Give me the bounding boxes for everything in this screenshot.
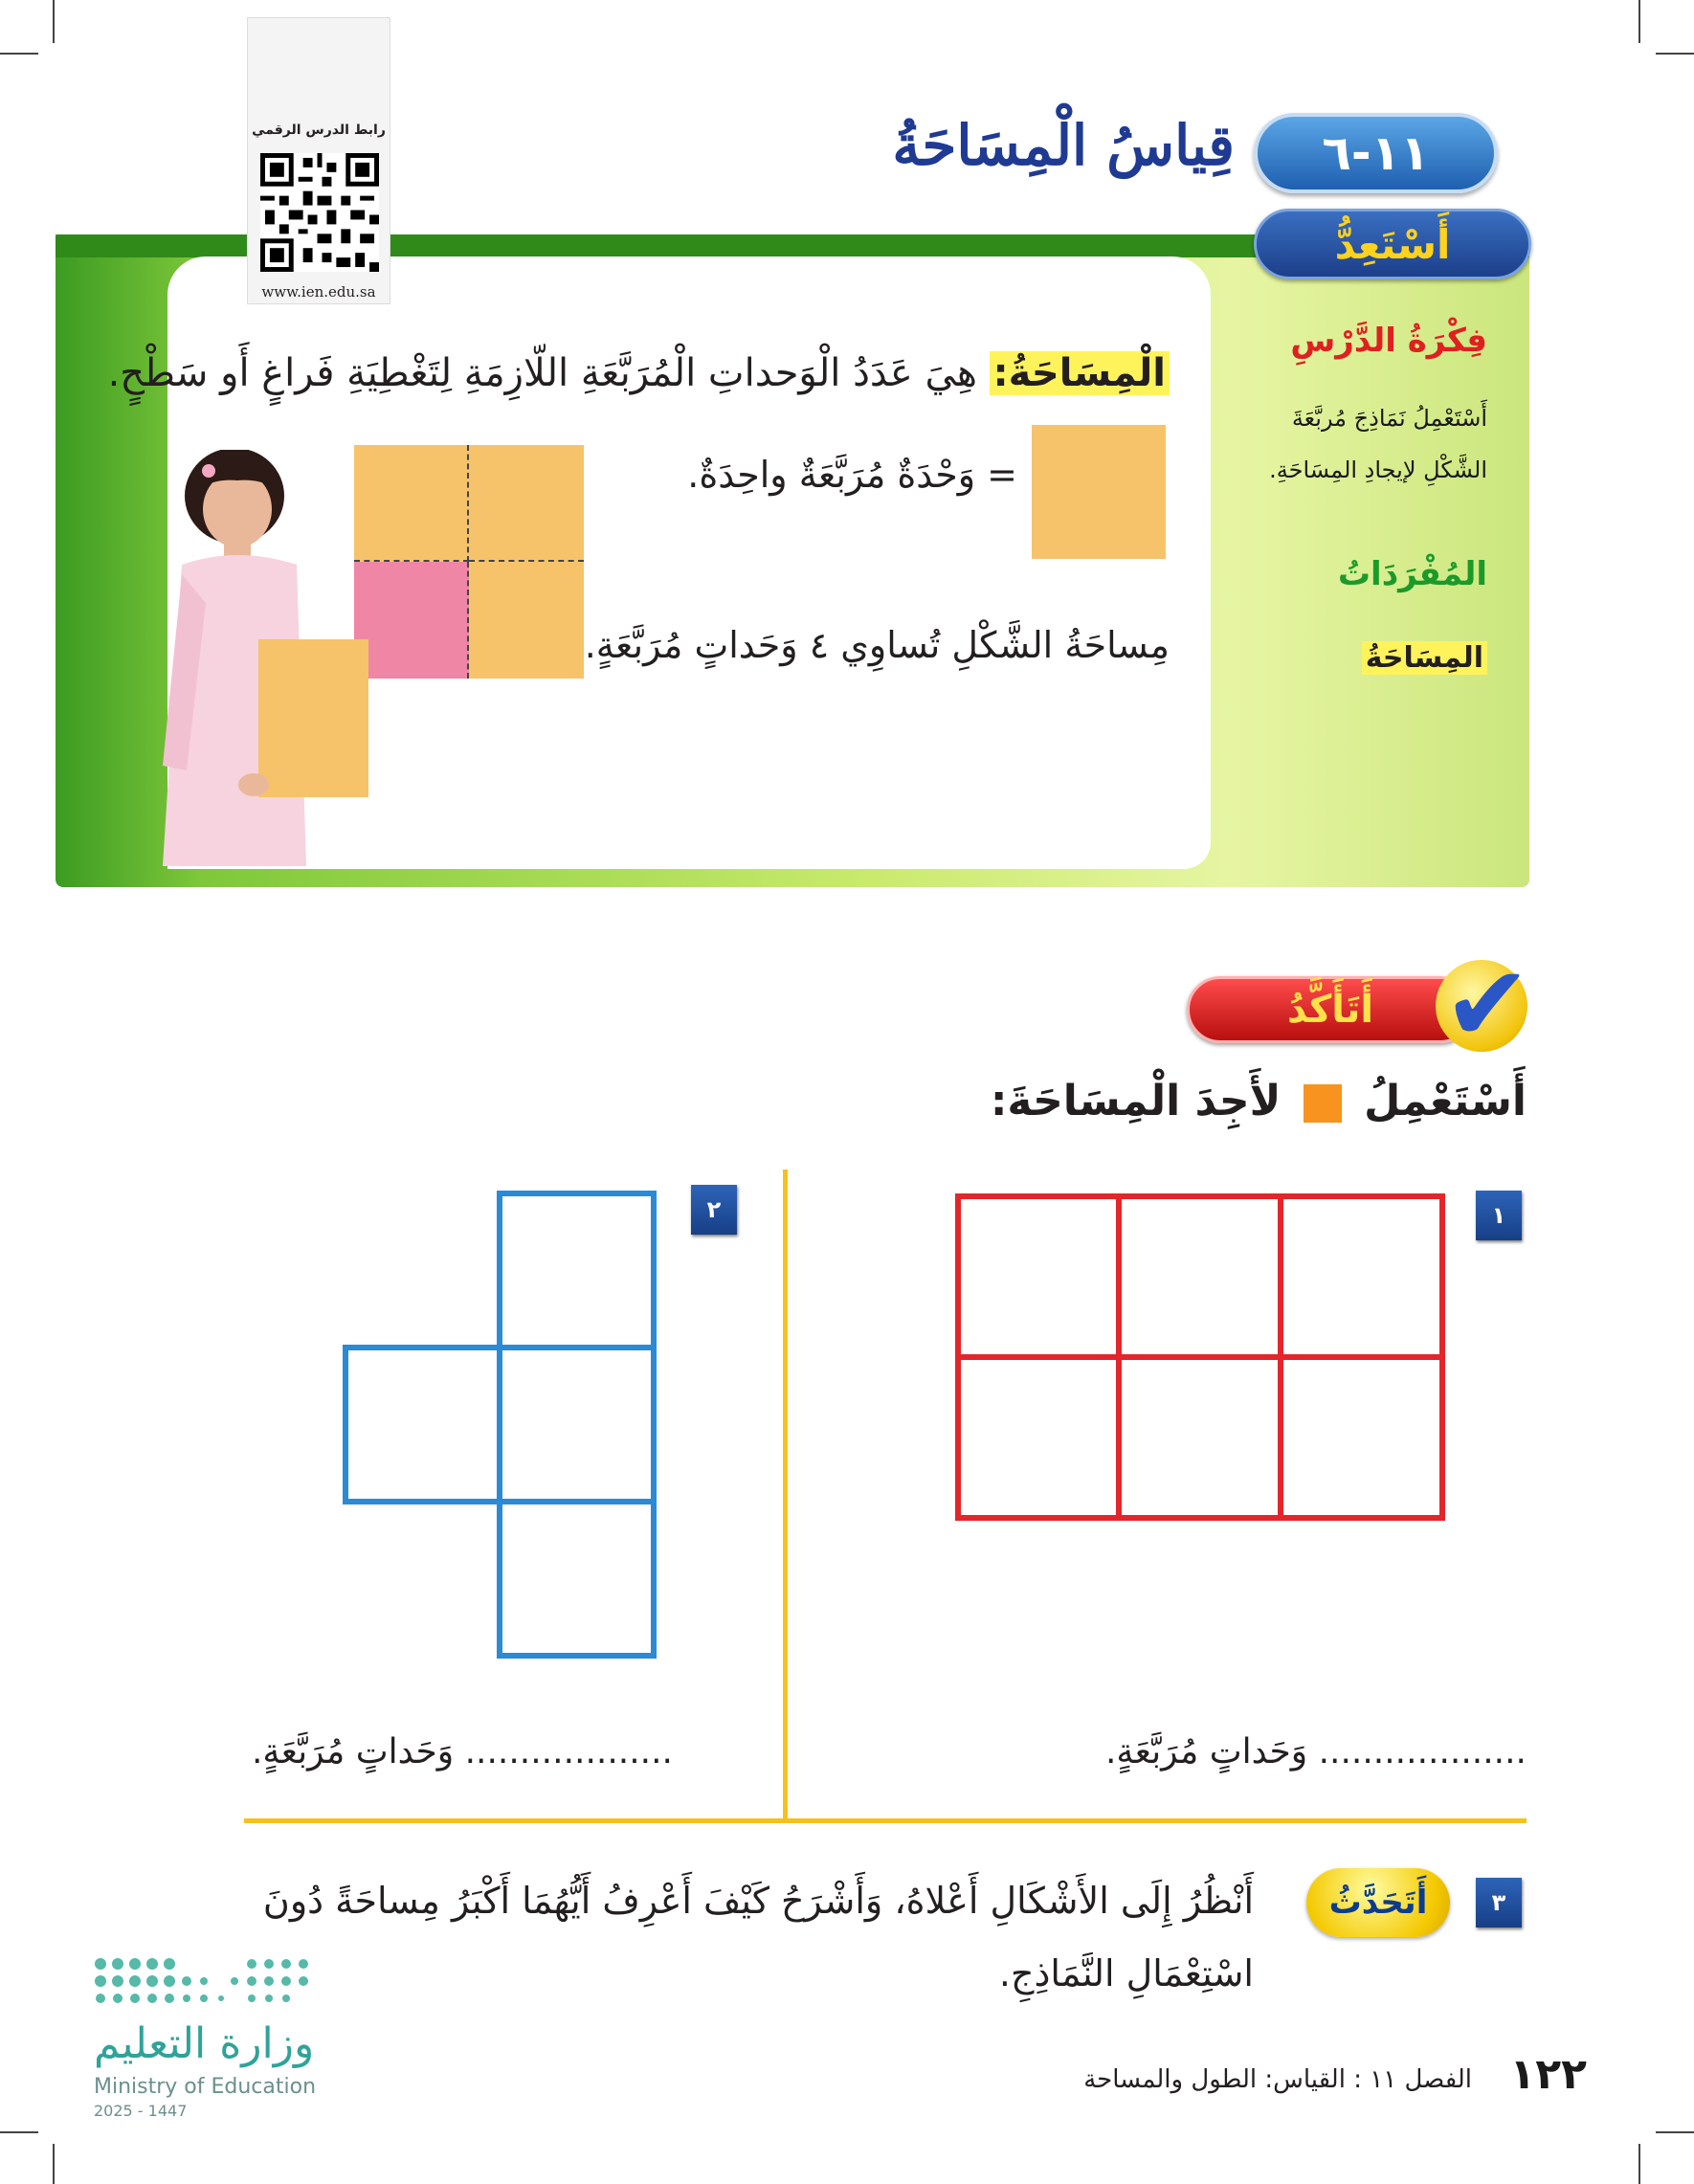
- girl-holding-square-icon: [163, 450, 373, 866]
- grid-cell: [469, 445, 584, 562]
- exercise-3-number: ٣: [1476, 1878, 1522, 1928]
- crop-mark: [53, 2144, 55, 2184]
- crop-mark: [1656, 2131, 1694, 2133]
- talk-question: أَنْظُرُ إِلَى الأَشْكَالِ أَعْلاهُ، وَأَشْرَحُ كَيْفَ أَعْرِفُ أَيُّهُمَا أَكْبَرُ مِساحَةً دُونَ اسْتِعْمَالِ النَّمَاذِجِ.: [262, 1880, 1254, 1995]
- lesson-idea-title: فِكْرَةُ الدَّرْسِ: [1290, 322, 1487, 360]
- exercise-2-number: ٢: [691, 1185, 737, 1235]
- exercise-2-blue-shape: [341, 1191, 657, 1660]
- definition: [108, 345, 1170, 402]
- crop-mark: [0, 2131, 38, 2133]
- exercise-1-red-grid: [955, 1193, 1445, 1521]
- lesson-number-badge: ١١-٦: [1254, 113, 1498, 193]
- exercise-1-number: ١: [1476, 1191, 1522, 1240]
- crop-mark: [1638, 0, 1640, 43]
- prepare-badge: أَسْتَعِدُّ: [1254, 209, 1531, 279]
- qr-url[interactable]: www.ien.edu.sa: [261, 283, 376, 301]
- example-square-grid: [354, 445, 584, 680]
- shape-area-text: مِساحَةُ الشَّكْلِ تُساوِي ٤ وَحَداتٍ مُرَبَّعَةٍ.: [584, 624, 1170, 666]
- ministry-logo-icon: [91, 1952, 311, 2029]
- crop-mark: [0, 53, 38, 55]
- instruction-before: أَسْتَعْمِلُ: [1364, 1077, 1527, 1125]
- talk-badge: أَتَحَدَّثُ: [1306, 1868, 1450, 1937]
- vocabulary-title: المُفْرَدَاتُ: [1337, 555, 1487, 593]
- check-badge: أَتَأَكَّدُ: [1187, 976, 1474, 1043]
- horizontal-divider: [244, 1818, 1527, 1823]
- crop-mark: [1656, 53, 1694, 55]
- ministry-year: 2025 - 1447: [94, 2102, 188, 2120]
- vocabulary-word: المِسَاحَةُ: [1362, 641, 1487, 675]
- exercise-2-answer[interactable]: ................... وَحَداتٍ مُرَبَّعَةٍ.: [251, 1732, 673, 1772]
- crop-mark: [53, 0, 55, 43]
- chapter-label: الفصل ١١ : القياس: الطول والمساحة: [1083, 2065, 1472, 2094]
- exercise-1-answer[interactable]: ................... وَحَداتٍ مُرَبَّعَةٍ.: [1104, 1732, 1527, 1772]
- definition-text: هِيَ عَدَدُ الْوَحداتِ الْمُرَبَّعَةِ اللّازِمَةِ لِتَغْطِيَةِ فَراغٍ أَو سَطْحٍ.: [107, 351, 977, 395]
- crop-mark: [1638, 2144, 1640, 2184]
- orange-square-icon: [1304, 1084, 1342, 1123]
- ministry-name-arabic: وزارة التعليم: [94, 2019, 315, 2068]
- checkmark-icon: ✔: [1443, 943, 1532, 1065]
- definition-term: الْمِسَاحَةُ:: [990, 351, 1170, 395]
- unit-square: [1032, 425, 1166, 559]
- lesson-idea-text: أَسْتَعْمِلُ نَمَاذِجَ مُربَّعَةَ الشَّكْلِ لإيجادِ المِسَاحَةِ.: [1269, 405, 1487, 483]
- lesson-title: قِياسُ الْمِسَاحَةُ: [892, 113, 1235, 178]
- instruction-after: لأَجِدَ الْمِسَاحَةَ:: [990, 1077, 1282, 1125]
- vertical-divider: [783, 1170, 788, 1820]
- qr-code-icon[interactable]: [260, 153, 379, 272]
- qr-label: رابط الدرس الرقمي: [252, 123, 386, 138]
- grid-cell: [469, 562, 584, 679]
- page-number: ١٢٢: [1509, 2050, 1587, 2099]
- unit-square-text: = وَحْدَةٌ مُرَبَّعَةٌ واحِدَةٌ.: [687, 454, 1017, 496]
- ministry-name-english: Ministry of Education: [94, 2075, 317, 2099]
- instruction: [991, 1077, 1527, 1125]
